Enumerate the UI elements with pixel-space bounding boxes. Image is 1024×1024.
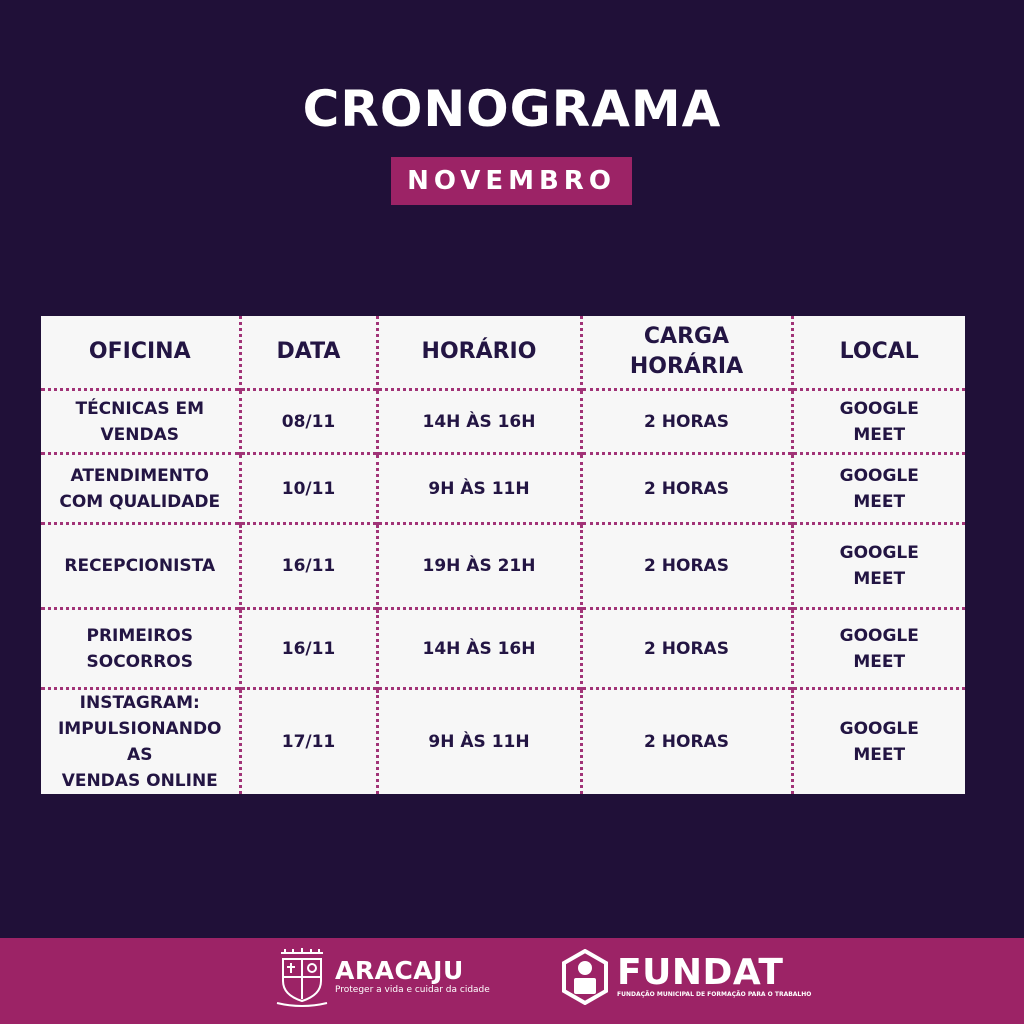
header-oficina: OFICINA [88,339,191,364]
cell-carga: 2 HORAS [581,689,792,795]
header-local: LOCAL [792,316,965,390]
header-data: DATA [240,316,377,390]
month-badge: NOVEMBRO [391,157,632,205]
cell-carga: 2 HORAS [581,524,792,609]
fundat-logo [561,946,811,1008]
cell-data: 16/11 [240,609,377,689]
schedule-table [41,316,965,794]
footer-bar [0,938,1024,1024]
cell-local: GOOGLE MEET [792,609,965,689]
city-crest-icon [275,947,329,1007]
cell-data: 10/11 [240,454,377,524]
table-row [41,454,965,524]
cell-oficina: TÉCNICAS EM VENDAS [41,390,240,454]
cell-oficina: PRIMEIROS SOCORROS [41,609,240,689]
cell-horario: 9H ÀS 11H [377,689,581,795]
cell-local: GOOGLE MEET [792,524,965,609]
table-row [41,390,965,454]
fundat-subtitle: FUNDAÇÃO MUNICIPAL DE FORMAÇÃO PARA O TRABALHO [617,991,812,998]
cell-horario: 14H ÀS 16H [377,390,581,454]
cell-oficina: INSTAGRAM: IMPULSIONANDO AS VENDAS ONLINE [41,689,240,795]
cell-horario: 9H ÀS 11H [377,454,581,524]
table-header-row [41,316,965,390]
table-row [41,689,965,795]
cell-local: GOOGLE MEET [792,390,965,454]
fundat-name: FUNDAT [617,952,784,993]
cell-local: GOOGLE MEET [792,454,965,524]
cell-oficina: RECEPCIONISTA [41,524,240,609]
cell-carga: 2 HORAS [581,390,792,454]
page-title: CRONOGRAMA [302,80,722,138]
cell-oficina: ATENDIMENTO COM QUALIDADE [41,454,240,524]
cell-data: 17/11 [240,689,377,795]
header-horario: HORÁRIO [377,316,581,390]
cell-local: GOOGLE MEET [792,689,965,795]
cell-data: 16/11 [240,524,377,609]
cell-horario: 19H ÀS 21H [377,524,581,609]
aracaju-tagline: Proteger a vida e cuidar da cidade [335,985,490,995]
table-row [41,524,965,609]
aracaju-name: ARACAJU [335,956,464,985]
header-carga-horaria: CARGA HORÁRIA [581,316,792,390]
cell-horario: 14H ÀS 16H [377,609,581,689]
aracaju-logo [275,945,490,1009]
cell-carga: 2 HORAS [581,454,792,524]
hexagon-person-icon [561,949,609,1005]
cell-data: 08/11 [240,390,377,454]
cell-carga: 2 HORAS [581,609,792,689]
table-row [41,609,965,689]
